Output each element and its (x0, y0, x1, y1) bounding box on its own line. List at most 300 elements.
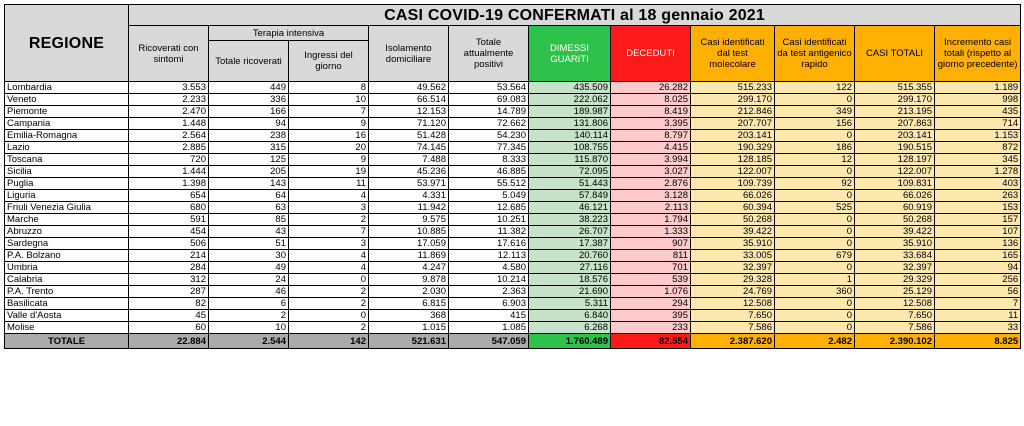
casi-totali-value: 50.268 (855, 214, 935, 226)
terapia-ingressi-value: 4 (289, 190, 369, 202)
isolamento-value: 11.942 (369, 202, 449, 214)
ricoverati-value: 2.470 (129, 106, 209, 118)
antigenico-value: 349 (775, 106, 855, 118)
isolamento-value: 66.514 (369, 94, 449, 106)
table-row (5, 106, 1021, 118)
positivi-value: 10.251 (449, 214, 529, 226)
casi-totali-value: 109.831 (855, 178, 935, 190)
terapia-totale-value: 315 (209, 142, 289, 154)
dimessi-value: 6.268 (529, 322, 611, 334)
molecolare-value: 515.233 (691, 82, 775, 94)
isolamento-value: 4.247 (369, 262, 449, 274)
molecolare-value: 190.329 (691, 142, 775, 154)
table-row (5, 190, 1021, 202)
deceduti-value: 8.025 (611, 94, 691, 106)
incremento-value: 7 (935, 298, 1021, 310)
terapia-totale-value: 49 (209, 262, 289, 274)
positivi-value: 415 (449, 310, 529, 322)
region-name: Abruzzo (5, 226, 129, 238)
ricoverati-value: 1.444 (129, 166, 209, 178)
molecolare-value: 122.007 (691, 166, 775, 178)
dimessi-value: 435.509 (529, 82, 611, 94)
table-row (5, 130, 1021, 142)
isolamento-value: 9.575 (369, 214, 449, 226)
dimessi-value: 108.755 (529, 142, 611, 154)
casi-totali-value: 32.397 (855, 262, 935, 274)
dimessi-value: 57.849 (529, 190, 611, 202)
positivi-value: 14.789 (449, 106, 529, 118)
isolamento-value: 71.120 (369, 118, 449, 130)
terapia-totale-value: 51 (209, 238, 289, 250)
terapia-totale-value: 449 (209, 82, 289, 94)
region-name: Calabria (5, 274, 129, 286)
ricoverati-value: 2.233 (129, 94, 209, 106)
terapia-ingressi-value: 0 (289, 274, 369, 286)
antigenico-value: 525 (775, 202, 855, 214)
incremento-value: 714 (935, 118, 1021, 130)
isolamento-value: 4.331 (369, 190, 449, 202)
table-row (5, 118, 1021, 130)
terapia-ingressi-value: 2 (289, 322, 369, 334)
deceduti-value: 811 (611, 250, 691, 262)
region-name: Sardegna (5, 238, 129, 250)
antigenico-value: 0 (775, 190, 855, 202)
deceduti-value: 8.797 (611, 130, 691, 142)
isolamento-value: 51.428 (369, 130, 449, 142)
total-terapia-ingressi-value: 142 (289, 334, 369, 349)
table-row (5, 298, 1021, 310)
total-positivi-value: 547.059 (449, 334, 529, 349)
region-name: Emilia-Romagna (5, 130, 129, 142)
molecolare-value: 7.586 (691, 322, 775, 334)
region-name: Sicilia (5, 166, 129, 178)
deceduti-value: 1.076 (611, 286, 691, 298)
terapia-ingressi-value: 4 (289, 250, 369, 262)
region-name: Valle d'Aosta (5, 310, 129, 322)
region-name: Molise (5, 322, 129, 334)
table-row (5, 214, 1021, 226)
casi-totali-value: 190.515 (855, 142, 935, 154)
molecolare-value: 39.422 (691, 226, 775, 238)
terapia-totale-value: 238 (209, 130, 289, 142)
molecolare-value: 35.910 (691, 238, 775, 250)
terapia-ingressi-header: Ingressi del giorno (289, 41, 369, 82)
terapia-ingressi-value: 10 (289, 94, 369, 106)
incremento-value: 1.189 (935, 82, 1021, 94)
deceduti-value: 3.128 (611, 190, 691, 202)
molecolare-value: 33.005 (691, 250, 775, 262)
ricoverati-value: 591 (129, 214, 209, 226)
casi-totali-value: 299.170 (855, 94, 935, 106)
terapia-totale-value: 43 (209, 226, 289, 238)
isolamento-value: 6.815 (369, 298, 449, 310)
isolamento-value: 12.153 (369, 106, 449, 118)
isolamento-value: 368 (369, 310, 449, 322)
region-name: Umbria (5, 262, 129, 274)
casi-totali-value: 213.195 (855, 106, 935, 118)
deceduti-value: 8.419 (611, 106, 691, 118)
antigenico-value: 0 (775, 94, 855, 106)
dimessi-value: 46.121 (529, 202, 611, 214)
incremento-value: 998 (935, 94, 1021, 106)
antigenico-value: 186 (775, 142, 855, 154)
total-casi-totali-value: 2.390.102 (855, 334, 935, 349)
table-row (5, 310, 1021, 322)
dimessi-header: DIMESSI GUARITI (529, 26, 611, 82)
antigenico-value: 0 (775, 238, 855, 250)
table-row (5, 238, 1021, 250)
casi-totali-value: 7.650 (855, 310, 935, 322)
casi-totali-value: 203.141 (855, 130, 935, 142)
positivi-value: 77.345 (449, 142, 529, 154)
casi-totali-value: 515.355 (855, 82, 935, 94)
antigenico-value: 0 (775, 226, 855, 238)
dimessi-value: 20.760 (529, 250, 611, 262)
antigenico-value: 92 (775, 178, 855, 190)
molecolare-value: 203.141 (691, 130, 775, 142)
table-row (5, 166, 1021, 178)
ricoverati-value: 680 (129, 202, 209, 214)
region-name: P.A. Trento (5, 286, 129, 298)
total-dimessi-value: 1.760.489 (529, 334, 611, 349)
ricoverati-value: 82 (129, 298, 209, 310)
isolamento-value: 49.562 (369, 82, 449, 94)
table-row (5, 250, 1021, 262)
table-row (5, 274, 1021, 286)
antigenico-header: Casi identificati da test antigenico rapido (775, 26, 855, 82)
incremento-value: 33 (935, 322, 1021, 334)
isolamento-value: 9.878 (369, 274, 449, 286)
incremento-value: 136 (935, 238, 1021, 250)
dimessi-value: 140.114 (529, 130, 611, 142)
positivi-value: 2.363 (449, 286, 529, 298)
positivi-value: 17.616 (449, 238, 529, 250)
terapia-ingressi-value: 20 (289, 142, 369, 154)
incremento-value: 1.278 (935, 166, 1021, 178)
casi-totali-header: CASI TOTALI (855, 26, 935, 82)
ricoverati-value: 3.553 (129, 82, 209, 94)
deceduti-value: 4.415 (611, 142, 691, 154)
molecolare-value: 66.026 (691, 190, 775, 202)
positivi-value: 6.903 (449, 298, 529, 310)
casi-totali-value: 207.863 (855, 118, 935, 130)
isolamento-value: 11.869 (369, 250, 449, 262)
terapia-ingressi-value: 11 (289, 178, 369, 190)
ricoverati-value: 720 (129, 154, 209, 166)
region-name: P.A. Bolzano (5, 250, 129, 262)
positivi-value: 72.662 (449, 118, 529, 130)
molecolare-value: 12.508 (691, 298, 775, 310)
casi-totali-value: 66.026 (855, 190, 935, 202)
isolamento-value: 17.059 (369, 238, 449, 250)
total-incremento-value: 8.825 (935, 334, 1021, 349)
positivi-value: 11.382 (449, 226, 529, 238)
table-row (5, 94, 1021, 106)
table-row (5, 286, 1021, 298)
antigenico-value: 0 (775, 310, 855, 322)
region-name: Lazio (5, 142, 129, 154)
deceduti-value: 3.994 (611, 154, 691, 166)
deceduti-value: 1.333 (611, 226, 691, 238)
antigenico-value: 1 (775, 274, 855, 286)
antigenico-value: 12 (775, 154, 855, 166)
molecolare-value: 29.328 (691, 274, 775, 286)
region-name: Veneto (5, 94, 129, 106)
terapia-ingressi-value: 19 (289, 166, 369, 178)
positivi-value: 53.564 (449, 82, 529, 94)
page-title: CASI COVID-19 CONFERMATI al 18 gennaio 2021 (129, 5, 1021, 26)
terapia-totale-value: 30 (209, 250, 289, 262)
molecolare-header: Casi identificati dal test molecolare (691, 26, 775, 82)
total-label: TOTALE (5, 334, 129, 349)
deceduti-value: 539 (611, 274, 691, 286)
dimessi-value: 17.387 (529, 238, 611, 250)
deceduti-value: 701 (611, 262, 691, 274)
isolamento-value: 2.030 (369, 286, 449, 298)
total-terapia-totale-value: 2.544 (209, 334, 289, 349)
dimessi-value: 189.987 (529, 106, 611, 118)
incremento-value: 56 (935, 286, 1021, 298)
incremento-value: 256 (935, 274, 1021, 286)
terapia-totale-value: 85 (209, 214, 289, 226)
positivi-value: 5.049 (449, 190, 529, 202)
total-isolamento-value: 521.631 (369, 334, 449, 349)
ricoverati-value: 506 (129, 238, 209, 250)
molecolare-value: 24.769 (691, 286, 775, 298)
deceduti-value: 395 (611, 310, 691, 322)
deceduti-value: 233 (611, 322, 691, 334)
region-name: Basilicata (5, 298, 129, 310)
positivi-value: 4.580 (449, 262, 529, 274)
terapia-ingressi-value: 3 (289, 238, 369, 250)
region-name: Lombardia (5, 82, 129, 94)
casi-totali-value: 29.329 (855, 274, 935, 286)
isolamento-value: 10.885 (369, 226, 449, 238)
positivi-value: 1.085 (449, 322, 529, 334)
region-name: Marche (5, 214, 129, 226)
isolamento-value: 74.145 (369, 142, 449, 154)
terapia-totale-header: Totale ricoverati (209, 41, 289, 82)
incremento-value: 153 (935, 202, 1021, 214)
terapia-ingressi-value: 0 (289, 310, 369, 322)
deceduti-value: 26.282 (611, 82, 691, 94)
molecolare-value: 299.170 (691, 94, 775, 106)
ricoverati-value: 214 (129, 250, 209, 262)
incremento-value: 107 (935, 226, 1021, 238)
molecolare-value: 212.846 (691, 106, 775, 118)
positivi-value: 12.113 (449, 250, 529, 262)
terapia-ingressi-value: 2 (289, 286, 369, 298)
casi-totali-value: 7.586 (855, 322, 935, 334)
region-header: REGIONE (5, 5, 129, 82)
ricoverati-value: 60 (129, 322, 209, 334)
deceduti-value: 2.113 (611, 202, 691, 214)
ricoverati-value: 454 (129, 226, 209, 238)
table-row (5, 202, 1021, 214)
isolamento-value: 45.236 (369, 166, 449, 178)
dimessi-value: 6.840 (529, 310, 611, 322)
dimessi-value: 21.690 (529, 286, 611, 298)
antigenico-value: 0 (775, 322, 855, 334)
molecolare-value: 128.185 (691, 154, 775, 166)
antigenico-value: 0 (775, 130, 855, 142)
region-name: Liguria (5, 190, 129, 202)
casi-totali-value: 39.422 (855, 226, 935, 238)
total-row (5, 334, 1021, 349)
positivi-value: 46.885 (449, 166, 529, 178)
ricoverati-value: 2.564 (129, 130, 209, 142)
casi-totali-value: 60.919 (855, 202, 935, 214)
terapia-totale-value: 336 (209, 94, 289, 106)
dimessi-value: 38.223 (529, 214, 611, 226)
terapia-ingressi-value: 2 (289, 214, 369, 226)
dimessi-value: 18.576 (529, 274, 611, 286)
terapia-ingressi-value: 4 (289, 262, 369, 274)
deceduti-value: 1.794 (611, 214, 691, 226)
casi-totali-value: 122.007 (855, 166, 935, 178)
dimessi-value: 115.870 (529, 154, 611, 166)
ricoverati-value: 45 (129, 310, 209, 322)
table-row (5, 262, 1021, 274)
incremento-value: 1.153 (935, 130, 1021, 142)
positivi-value: 10.214 (449, 274, 529, 286)
antigenico-value: 122 (775, 82, 855, 94)
incremento-value: 403 (935, 178, 1021, 190)
table-row (5, 322, 1021, 334)
dimessi-value: 26.707 (529, 226, 611, 238)
terapia-totale-value: 2 (209, 310, 289, 322)
incremento-value: 11 (935, 310, 1021, 322)
casi-totali-value: 35.910 (855, 238, 935, 250)
terapia-totale-value: 143 (209, 178, 289, 190)
molecolare-value: 7.650 (691, 310, 775, 322)
terapia-totale-value: 205 (209, 166, 289, 178)
casi-totali-value: 12.508 (855, 298, 935, 310)
table-row (5, 226, 1021, 238)
incremento-value: 157 (935, 214, 1021, 226)
covid-table-container (4, 4, 1020, 349)
dimessi-value: 27.116 (529, 262, 611, 274)
ricoverati-value: 2.885 (129, 142, 209, 154)
region-name: Campania (5, 118, 129, 130)
ricoverati-value: 312 (129, 274, 209, 286)
terapia-totale-value: 6 (209, 298, 289, 310)
terapia-totale-value: 94 (209, 118, 289, 130)
terapia-ingressi-value: 9 (289, 118, 369, 130)
molecolare-value: 32.397 (691, 262, 775, 274)
terapia-totale-value: 10 (209, 322, 289, 334)
deceduti-value: 3.395 (611, 118, 691, 130)
total-ricoverati-value: 22.884 (129, 334, 209, 349)
terapia-totale-value: 64 (209, 190, 289, 202)
terapia-ingressi-value: 16 (289, 130, 369, 142)
covid-cases-table (4, 4, 1021, 349)
molecolare-value: 109.739 (691, 178, 775, 190)
dimessi-value: 131.806 (529, 118, 611, 130)
molecolare-value: 50.268 (691, 214, 775, 226)
table-row (5, 154, 1021, 166)
ricoverati-value: 284 (129, 262, 209, 274)
table-body (5, 82, 1021, 349)
positivi-value: 12.685 (449, 202, 529, 214)
antigenico-value: 679 (775, 250, 855, 262)
isolamento-value: 7.488 (369, 154, 449, 166)
deceduti-value: 294 (611, 298, 691, 310)
antigenico-value: 360 (775, 286, 855, 298)
deceduti-header: DECEDUTI (611, 26, 691, 82)
deceduti-value: 2.876 (611, 178, 691, 190)
positivi-value: 69.083 (449, 94, 529, 106)
incremento-value: 94 (935, 262, 1021, 274)
table-row (5, 142, 1021, 154)
terapia-totale-value: 125 (209, 154, 289, 166)
casi-totali-value: 128.197 (855, 154, 935, 166)
ricoverati-value: 1.398 (129, 178, 209, 190)
terapia-totale-value: 24 (209, 274, 289, 286)
isolamento-value: 1.015 (369, 322, 449, 334)
incremento-value: 165 (935, 250, 1021, 262)
incremento-value: 263 (935, 190, 1021, 202)
ricoverati-value: 287 (129, 286, 209, 298)
region-name: Friuli Venezia Giulia (5, 202, 129, 214)
dimessi-value: 222.062 (529, 94, 611, 106)
casi-totali-value: 25.129 (855, 286, 935, 298)
positivi-value: 54.230 (449, 130, 529, 142)
region-name: Puglia (5, 178, 129, 190)
dimessi-value: 5.311 (529, 298, 611, 310)
terapia-intensiva-header: Terapia intensiva (209, 26, 369, 41)
ricoverati-header: Ricoverati con sintomi (129, 26, 209, 82)
positivi-value: 55.512 (449, 178, 529, 190)
region-name: Toscana (5, 154, 129, 166)
molecolare-value: 60.394 (691, 202, 775, 214)
isolamento-value: 53.971 (369, 178, 449, 190)
deceduti-value: 3.027 (611, 166, 691, 178)
table-row (5, 178, 1021, 190)
incremento-header: Incremento casi totali (rispetto al giorno precedente) (935, 26, 1021, 82)
total-molecolare-value: 2.387.620 (691, 334, 775, 349)
casi-totali-value: 33.684 (855, 250, 935, 262)
incremento-value: 435 (935, 106, 1021, 118)
incremento-value: 345 (935, 154, 1021, 166)
positivi-header: Totale attualmente positivi (449, 26, 529, 82)
antigenico-value: 0 (775, 214, 855, 226)
terapia-ingressi-value: 8 (289, 82, 369, 94)
isolamento-header: Isolamento domiciliare (369, 26, 449, 82)
terapia-totale-value: 46 (209, 286, 289, 298)
total-antigenico-value: 2.482 (775, 334, 855, 349)
ricoverati-value: 1.448 (129, 118, 209, 130)
molecolare-value: 207.707 (691, 118, 775, 130)
antigenico-value: 156 (775, 118, 855, 130)
dimessi-value: 72.095 (529, 166, 611, 178)
dimessi-value: 51.443 (529, 178, 611, 190)
antigenico-value: 0 (775, 166, 855, 178)
terapia-ingressi-value: 7 (289, 106, 369, 118)
antigenico-value: 0 (775, 262, 855, 274)
region-name: Piemonte (5, 106, 129, 118)
terapia-totale-value: 63 (209, 202, 289, 214)
incremento-value: 872 (935, 142, 1021, 154)
deceduti-value: 907 (611, 238, 691, 250)
terapia-ingressi-value: 3 (289, 202, 369, 214)
positivi-value: 8.333 (449, 154, 529, 166)
terapia-totale-value: 166 (209, 106, 289, 118)
total-deceduti-value: 82.554 (611, 334, 691, 349)
antigenico-value: 0 (775, 298, 855, 310)
ricoverati-value: 654 (129, 190, 209, 202)
terapia-ingressi-value: 7 (289, 226, 369, 238)
